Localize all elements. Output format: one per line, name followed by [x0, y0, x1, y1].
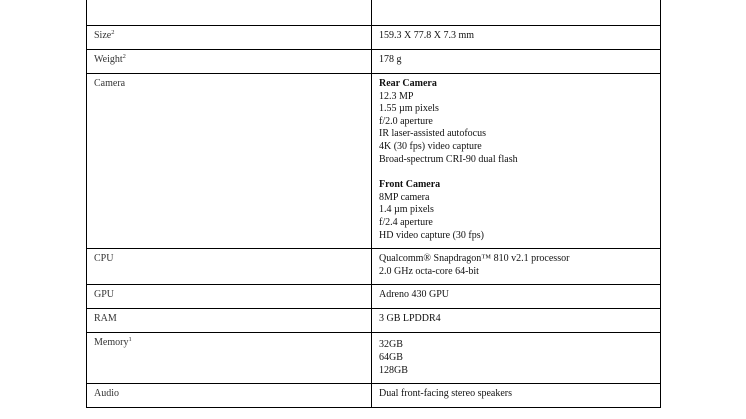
prev-value-cell: [372, 0, 661, 26]
front-camera-spec: 8MP camera: [379, 191, 430, 203]
audio-label-cell: [87, 384, 372, 408]
ram-value: 3 GB LPDDR4: [379, 313, 441, 325]
table-row-memory: [87, 333, 661, 384]
memory-label: Memory: [94, 337, 129, 349]
cpu-spec: 2.0 GHz octa-core 64-bit: [379, 265, 479, 277]
rear-camera-spec: f/2.0 aperture: [379, 115, 433, 127]
weight-footnote-marker: 2: [122, 53, 126, 60]
spec-table: [86, 0, 661, 408]
audio-value-cell: [372, 384, 661, 408]
table-row-size: [87, 26, 661, 50]
gpu-label: GPU: [94, 289, 115, 301]
gpu-value-cell: [372, 285, 661, 309]
size-value: 159.3 X 77.8 X 7.3 mm: [379, 30, 474, 41]
cpu-spec: Qualcomm® Snapdragon™ 810 v2.1 processor: [379, 253, 570, 265]
size-label: Size: [94, 30, 112, 41]
rear-camera-spec: IR laser-assisted autofocus: [379, 128, 486, 140]
size-label-cell: [87, 26, 372, 50]
cpu-value-cell: [372, 249, 661, 285]
camera-label: Camera: [94, 78, 126, 89]
weight-value-cell: [372, 50, 661, 74]
cpu-label: CPU: [94, 253, 114, 265]
table-row-cpu: [87, 249, 661, 285]
rear-camera-heading: Rear Camera: [379, 78, 437, 89]
weight-label: Weight: [94, 54, 123, 65]
table-row-ram: [87, 309, 661, 333]
camera-section-spacer: [379, 166, 653, 179]
size-footnote-marker: 2: [111, 29, 115, 36]
size-value-cell: [372, 26, 661, 50]
memory-label-cell: [87, 333, 372, 384]
memory-option: 128GB: [379, 364, 408, 376]
rear-camera-spec: 12.3 MP: [379, 90, 414, 102]
table-row-previous: [87, 0, 661, 26]
rear-camera-spec: Broad-spectrum CRI-90 dual flash: [379, 153, 518, 165]
gpu-label-cell: [87, 285, 372, 309]
audio-value: Dual front-facing stereo speakers: [379, 388, 512, 400]
front-camera-spec: 1.4 µm pixels: [379, 204, 434, 216]
front-camera-spec: HD video capture (30 fps): [379, 229, 484, 241]
memory-option: 64GB: [379, 351, 403, 363]
camera-value-cell: [372, 74, 661, 249]
rear-camera-spec: 4K (30 fps) video capture: [379, 140, 482, 152]
memory-footnote-marker: 1: [128, 336, 132, 344]
memory-value-cell: [372, 333, 661, 384]
camera-label-cell: [87, 74, 372, 249]
prev-label-cell: [87, 0, 372, 26]
table-row-audio: [87, 384, 661, 408]
table-row-weight: [87, 50, 661, 74]
weight-value: 178 g: [379, 54, 402, 65]
rear-camera-spec: 1.55 µm pixels: [379, 103, 439, 115]
gpu-value: Adreno 430 GPU: [379, 289, 449, 301]
table-row-gpu: [87, 285, 661, 309]
front-camera-spec: f/2.4 aperture: [379, 216, 433, 228]
audio-label: Audio: [94, 388, 119, 400]
front-camera-heading: Front Camera: [379, 179, 441, 191]
memory-option: 32GB: [379, 339, 403, 351]
ram-label: RAM: [94, 313, 117, 325]
table-row-camera: [87, 74, 661, 249]
ram-value-cell: [372, 309, 661, 333]
ram-label-cell: [87, 309, 372, 333]
weight-label-cell: [87, 50, 372, 74]
cpu-label-cell: [87, 249, 372, 285]
